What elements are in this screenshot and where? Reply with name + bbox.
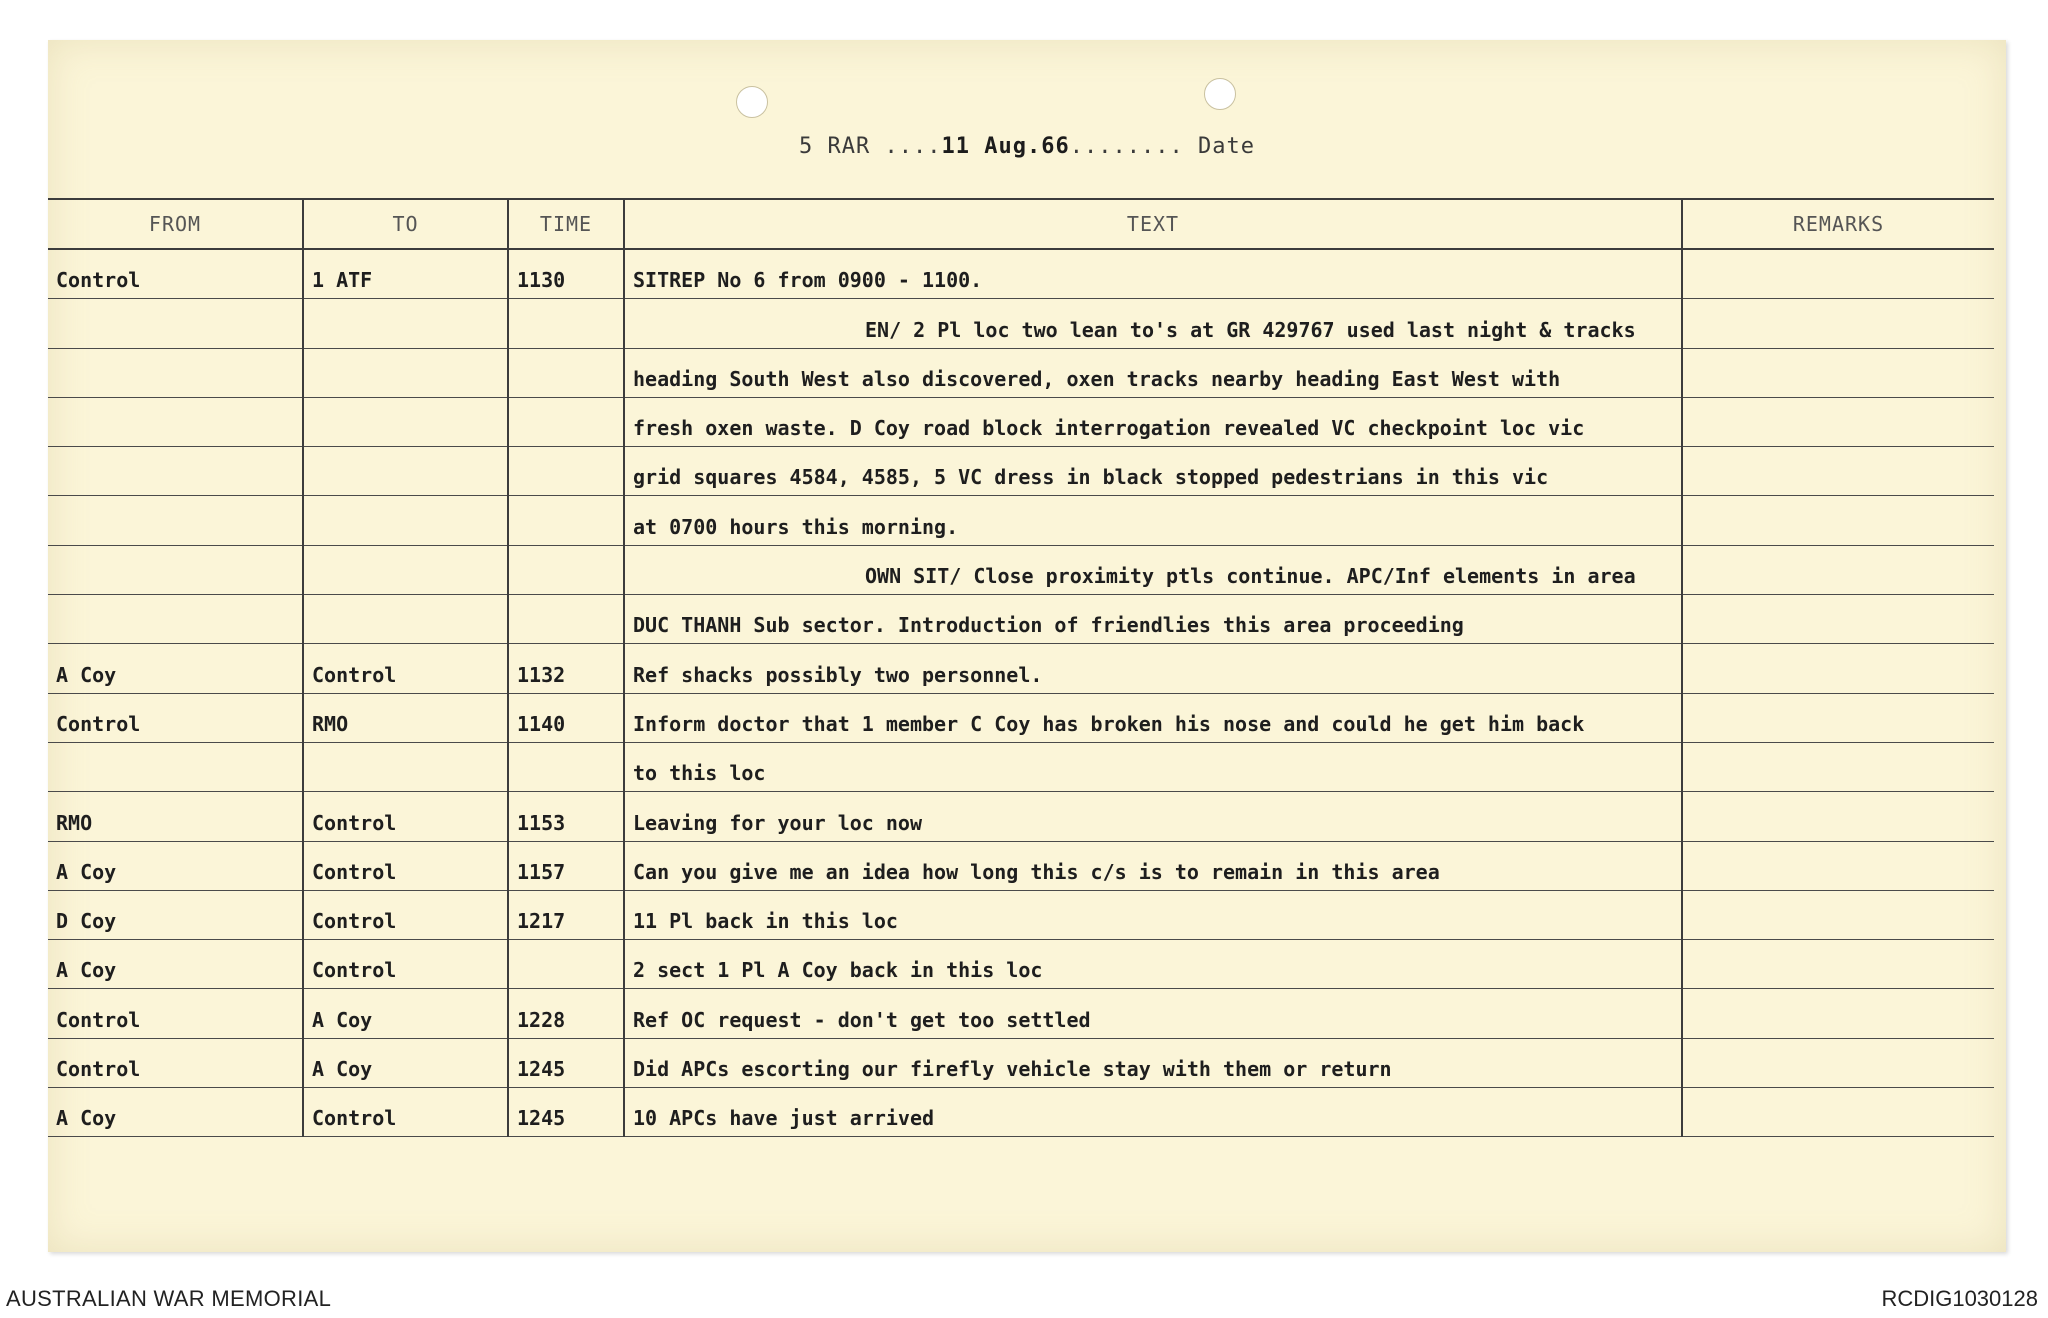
text-cell: fresh oxen waste. D Coy road block interrogation revealed VC checkpoint loc vic [624,397,1682,446]
text-cell: DUC THANH Sub sector. Introduction of friendlies this area proceeding [624,595,1682,644]
remarks-cell [1682,693,1994,742]
remarks-cell [1682,841,1994,890]
to-cell: A Coy [303,989,508,1038]
remarks-cell [1682,496,1994,545]
time-cell [508,496,624,545]
text-cell: to this loc [624,742,1682,791]
from-cell: A Coy [48,644,303,693]
to-cell: Control [303,644,508,693]
text-cell: at 0700 hours this morning. [624,496,1682,545]
table-row [48,644,1994,693]
to-cell [303,742,508,791]
table-row [48,1088,1994,1137]
punch-hole [736,86,768,118]
table-row [48,742,1994,791]
to-cell: Control [303,890,508,939]
from-cell [48,496,303,545]
time-cell: 1132 [508,644,624,693]
remarks-cell [1682,1038,1994,1087]
from-cell [48,545,303,594]
table-row [48,249,1994,299]
from-cell [48,299,303,348]
to-cell: Control [303,841,508,890]
to-cell: 1 ATF [303,249,508,299]
remarks-cell [1682,348,1994,397]
table-row [48,989,1994,1038]
date-label: Date [1197,134,1255,159]
text-cell: Inform doctor that 1 member C Coy has broken his nose and could he get him back [624,693,1682,742]
from-cell [48,348,303,397]
to-cell: Control [303,1088,508,1137]
archive-reference: RCDIG1030128 [1881,1286,2038,1311]
table-row [48,890,1994,939]
table-body [48,249,1994,1137]
column-header-remarks: REMARKS [1682,199,1994,249]
text-cell: Did APCs escorting our firefly vehicle stay with them or return [624,1038,1682,1087]
time-cell: 1140 [508,693,624,742]
time-cell [508,348,624,397]
table-row [48,693,1994,742]
remarks-cell [1682,792,1994,841]
document-page [48,40,2006,1252]
text-cell: SITREP No 6 from 0900 - 1100. [624,249,1682,299]
text-cell: grid squares 4584, 4585, 5 VC dress in black stopped pedestrians in this vic [624,447,1682,496]
text-cell: 2 sect 1 Pl A Coy back in this loc [624,940,1682,989]
text-cell: 11 Pl back in this loc [624,890,1682,939]
text-cell: OWN SIT/ Close proximity ptls continue. APC/Inf elements in area [624,545,1682,594]
remarks-cell [1682,249,1994,299]
text-cell: Ref OC request - don't get too settled [624,989,1682,1038]
from-cell: A Coy [48,940,303,989]
remarks-cell [1682,940,1994,989]
time-cell: 1245 [508,1088,624,1137]
time-cell [508,545,624,594]
to-cell: Control [303,792,508,841]
from-cell: D Coy [48,890,303,939]
table-row [48,397,1994,446]
from-cell: Control [48,249,303,299]
time-cell [508,397,624,446]
table-row [48,348,1994,397]
to-cell [303,545,508,594]
column-header-from: FROM [48,199,303,249]
table-row [48,496,1994,545]
remarks-cell [1682,1088,1994,1137]
remarks-cell [1682,447,1994,496]
time-cell: 1217 [508,890,624,939]
time-cell: 1245 [508,1038,624,1087]
from-cell: A Coy [48,1088,303,1137]
time-cell: 1157 [508,841,624,890]
column-header-time: TIME [508,199,624,249]
to-cell: RMO [303,693,508,742]
log-date: 11 Aug.66 [941,134,1070,159]
from-cell: A Coy [48,841,303,890]
remarks-cell [1682,742,1994,791]
table-header-row [48,199,1994,249]
dots-leader: .... [884,134,942,159]
remarks-cell [1682,545,1994,594]
table-row [48,940,1994,989]
from-cell: Control [48,1038,303,1087]
from-cell: RMO [48,792,303,841]
time-cell [508,742,624,791]
to-cell [303,496,508,545]
time-cell [508,595,624,644]
text-cell: Can you give me an idea how long this c/s is to remain in this area [624,841,1682,890]
table-row [48,545,1994,594]
remarks-cell [1682,595,1994,644]
time-cell: 1153 [508,792,624,841]
remarks-cell [1682,299,1994,348]
time-cell: 1130 [508,249,624,299]
from-cell [48,447,303,496]
column-header-to: TO [303,199,508,249]
from-cell [48,595,303,644]
to-cell [303,595,508,644]
table-row [48,1038,1994,1087]
text-cell: heading South West also discovered, oxen tracks nearby heading East West with [624,348,1682,397]
to-cell: A Coy [303,1038,508,1087]
from-cell: Control [48,989,303,1038]
table-row [48,841,1994,890]
column-header-text: TEXT [624,199,1682,249]
remarks-cell [1682,397,1994,446]
log-header [48,134,2006,159]
to-cell [303,299,508,348]
from-cell [48,397,303,446]
message-log-table [48,198,1994,1137]
text-cell: 10 APCs have just arrived [624,1088,1682,1137]
from-cell: Control [48,693,303,742]
remarks-cell [1682,644,1994,693]
to-cell [303,348,508,397]
time-cell [508,299,624,348]
table-row [48,792,1994,841]
time-cell: 1228 [508,989,624,1038]
unit-name: 5 RAR [799,134,871,159]
remarks-cell [1682,989,1994,1038]
to-cell: Control [303,940,508,989]
punch-hole [1204,78,1236,110]
remarks-cell [1682,890,1994,939]
archive-credit: AUSTRALIAN WAR MEMORIAL [6,1286,332,1311]
to-cell [303,447,508,496]
time-cell [508,447,624,496]
from-cell [48,742,303,791]
time-cell [508,940,624,989]
to-cell [303,397,508,446]
table-row [48,299,1994,348]
text-cell: Ref shacks possibly two personnel. [624,644,1682,693]
table-row [48,595,1994,644]
dots-leader: ........ [1069,134,1184,159]
text-cell: Leaving for your loc now [624,792,1682,841]
table-row [48,447,1994,496]
text-cell: EN/ 2 Pl loc two lean to's at GR 429767 used last night & tracks [624,299,1682,348]
